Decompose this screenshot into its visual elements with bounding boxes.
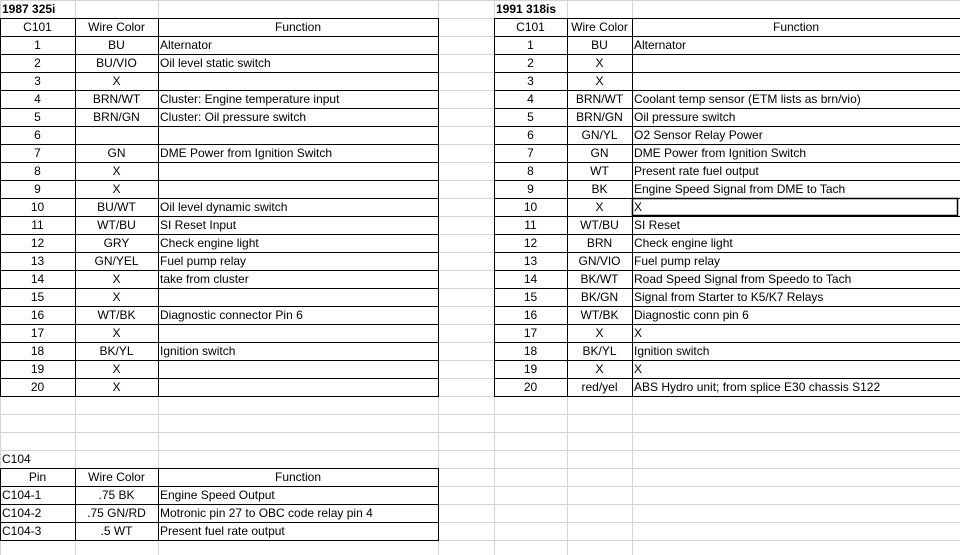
table-cell[interactable]: 11 — [524, 218, 537, 232]
table-cell[interactable]: C104-1 — [2, 488, 42, 502]
table-cell[interactable]: WT — [590, 164, 609, 178]
table-cell[interactable]: 19 — [30, 362, 45, 376]
table-cell[interactable]: BK/WT — [580, 272, 619, 286]
table-cell[interactable] — [632, 72, 960, 90]
table-cell[interactable]: 1 — [34, 38, 41, 52]
table-cell[interactable]: Present fuel rate output — [160, 524, 285, 538]
table-cell[interactable]: DME Power from Ignition Switch — [160, 146, 333, 160]
table-cell[interactable]: 6 — [34, 128, 41, 142]
table-cell[interactable]: 5 — [527, 110, 534, 124]
table-cell[interactable]: X — [634, 200, 643, 214]
table-cell[interactable]: GRY — [103, 236, 130, 250]
table-cell[interactable]: GN/VIO — [578, 254, 621, 268]
table-cell[interactable]: GN/YL — [581, 128, 618, 142]
table-cell[interactable]: X — [112, 272, 121, 286]
table-cell[interactable]: WT/BK — [97, 308, 136, 322]
table-cell[interactable] — [158, 72, 438, 90]
table-cell[interactable]: 16 — [523, 308, 538, 322]
table-cell[interactable]: X — [595, 56, 604, 70]
table-cell[interactable]: Fuel pump relay — [634, 254, 721, 268]
table-cell[interactable]: Alternator — [634, 38, 687, 52]
table-cell[interactable] — [632, 54, 960, 72]
table-cell[interactable]: BU/VIO — [96, 56, 137, 70]
table-cell[interactable]: C104-2 — [2, 506, 42, 520]
table-cell[interactable]: X — [112, 164, 121, 178]
table-cell[interactable]: Diagnostic connector Pin 6 — [160, 308, 303, 322]
column-header[interactable]: Wire Color — [88, 20, 145, 34]
table-cell[interactable]: BU/WT — [97, 200, 136, 214]
table-cell[interactable]: Ignition switch — [160, 344, 236, 358]
column-header[interactable]: Function — [274, 20, 322, 34]
table-cell[interactable]: Motronic pin 27 to OBC code relay pin 4 — [160, 506, 373, 520]
table-cell[interactable]: BRN — [586, 236, 613, 250]
table-cell[interactable]: 3 — [527, 74, 534, 88]
table-cell[interactable]: 4 — [34, 92, 41, 106]
table-cell[interactable]: O2 Sensor Relay Power — [634, 128, 763, 142]
table-cell[interactable]: SI Reset Input — [160, 218, 237, 232]
table-cell[interactable]: Engine Speed Output — [160, 488, 275, 502]
table-cell[interactable]: BRN/WT — [575, 92, 624, 106]
table-cell[interactable]: Engine Speed Signal from DME to Tach — [634, 182, 846, 196]
table-cell[interactable]: red/yel — [581, 380, 618, 394]
table-cell[interactable]: Check engine light — [160, 236, 259, 250]
table-cell[interactable]: 6 — [527, 128, 534, 142]
table-cell[interactable]: 7 — [34, 146, 41, 160]
table-cell[interactable]: GN/YEL — [94, 254, 139, 268]
table-cell[interactable]: ABS Hydro unit; from splice E30 chassis S122 — [634, 380, 881, 394]
column-header[interactable]: Wire Color — [88, 470, 145, 484]
table-cell[interactable]: Cluster: Engine temperature input — [160, 92, 340, 106]
table-cell[interactable] — [158, 126, 438, 144]
table-cell[interactable]: 15 — [523, 290, 538, 304]
table-cell[interactable]: 20 — [30, 380, 45, 394]
column-header[interactable]: C101 — [23, 20, 52, 34]
table-cell[interactable]: Signal from Starter to K5/K7 Relays — [634, 290, 824, 304]
table-cell[interactable] — [158, 360, 438, 378]
table-cell[interactable]: .5 WT — [100, 524, 133, 538]
table-cell[interactable]: 7 — [527, 146, 534, 160]
table-cell[interactable]: BRN/WT — [92, 92, 141, 106]
column-header[interactable]: Pin — [28, 470, 47, 484]
table-cell[interactable]: DME Power from Ignition Switch — [634, 146, 807, 160]
table-cell[interactable]: Oil level dynamic switch — [160, 200, 288, 214]
table-cell[interactable]: 2 — [34, 56, 41, 70]
table-cell[interactable]: 18 — [30, 344, 45, 358]
table-cell[interactable]: Fuel pump relay — [160, 254, 247, 268]
table-cell[interactable]: 1 — [527, 38, 534, 52]
column-header[interactable]: Function — [772, 20, 820, 34]
table-cell[interactable]: X — [634, 326, 643, 340]
table-cell[interactable]: 13 — [30, 254, 45, 268]
table-cell[interactable]: 20 — [523, 380, 538, 394]
table-cell[interactable]: GN — [107, 146, 126, 160]
table-cell[interactable]: 18 — [523, 344, 538, 358]
table-title[interactable]: C104 — [2, 452, 31, 466]
table-cell[interactable]: X — [112, 362, 121, 376]
table-cell[interactable]: take from cluster — [160, 272, 249, 286]
table-cell[interactable]: X — [112, 182, 121, 196]
table-cell[interactable] — [158, 378, 438, 396]
table-cell[interactable] — [158, 288, 438, 306]
table-cell[interactable]: Oil pressure switch — [634, 110, 736, 124]
table-cell[interactable] — [158, 180, 438, 198]
table-cell[interactable]: BK/YL — [582, 344, 617, 358]
table-cell[interactable]: WT/BU — [97, 218, 136, 232]
table-cell[interactable]: 9 — [34, 182, 41, 196]
table-cell[interactable]: Check engine light — [634, 236, 733, 250]
table-cell[interactable]: X — [112, 380, 121, 394]
table-cell[interactable]: X — [112, 74, 121, 88]
table-cell[interactable]: GN — [590, 146, 609, 160]
table-cell[interactable]: X — [595, 326, 604, 340]
table-cell[interactable]: 13 — [523, 254, 538, 268]
table-cell[interactable]: WT/BU — [580, 218, 619, 232]
table-cell[interactable]: X — [595, 200, 604, 214]
table-cell[interactable]: 4 — [527, 92, 534, 106]
column-header[interactable]: Function — [274, 470, 322, 484]
table-cell[interactable]: 11 — [31, 218, 44, 232]
table-cell[interactable]: 8 — [34, 164, 41, 178]
table-cell[interactable]: .75 BK — [98, 488, 135, 502]
table-cell[interactable]: Alternator — [160, 38, 213, 52]
table-cell[interactable]: Ignition switch — [634, 344, 710, 358]
table-cell[interactable]: 8 — [527, 164, 534, 178]
table-cell[interactable]: 12 — [30, 236, 45, 250]
table-cell[interactable]: BU — [108, 38, 125, 52]
table-cell[interactable]: BRN/GN — [576, 110, 623, 124]
table-cell[interactable]: BK/GN — [580, 290, 619, 304]
table-title[interactable]: 1987 325i — [2, 2, 56, 16]
table-cell[interactable]: C104-3 — [2, 524, 42, 538]
table-cell[interactable]: X — [112, 290, 121, 304]
table-cell[interactable]: 14 — [523, 272, 538, 286]
table-cell[interactable]: 3 — [34, 74, 41, 88]
table-cell[interactable] — [75, 126, 158, 144]
table-cell[interactable]: SI Reset — [634, 218, 681, 232]
table-cell[interactable]: 16 — [30, 308, 45, 322]
table-cell[interactable] — [158, 162, 438, 180]
table-cell[interactable]: 2 — [527, 56, 534, 70]
table-cell[interactable]: .75 GN/RD — [87, 506, 146, 520]
table-cell[interactable]: 12 — [523, 236, 538, 250]
table-cell[interactable]: BK — [591, 182, 608, 196]
table-cell[interactable]: X — [112, 326, 121, 340]
table-cell[interactable]: Cluster: Oil pressure switch — [160, 110, 307, 124]
table-cell[interactable] — [158, 324, 438, 342]
table-title[interactable]: 1991 318is — [496, 2, 557, 16]
table-cell[interactable]: BU — [591, 38, 608, 52]
table-cell[interactable]: 19 — [523, 362, 538, 376]
table-cell[interactable]: Oil level static switch — [160, 56, 271, 70]
table-cell[interactable]: 10 — [30, 200, 45, 214]
table-cell[interactable]: X — [595, 362, 604, 376]
table-cell[interactable]: X — [634, 362, 643, 376]
column-header[interactable]: Wire Color — [571, 20, 628, 34]
table-cell[interactable]: Diagnostic conn pin 6 — [634, 308, 749, 322]
table-cell[interactable]: BK/YL — [99, 344, 134, 358]
table-cell[interactable]: 15 — [30, 290, 45, 304]
table-cell[interactable]: 10 — [523, 200, 538, 214]
table-cell[interactable]: WT/BK — [580, 308, 619, 322]
table-cell[interactable]: Road Speed Signal from Speedo to Tach — [634, 272, 852, 286]
table-cell[interactable]: 9 — [527, 182, 534, 196]
table-cell[interactable]: 17 — [30, 326, 45, 340]
table-cell[interactable]: 17 — [523, 326, 538, 340]
table-cell[interactable]: Coolant temp sensor (ETM lists as brn/vio) — [634, 92, 861, 106]
table-cell[interactable]: X — [595, 74, 604, 88]
table-cell[interactable]: 5 — [34, 110, 41, 124]
table-cell[interactable]: Present rate fuel output — [634, 164, 759, 178]
table-cell[interactable]: 14 — [30, 272, 45, 286]
table-cell[interactable]: BRN/GN — [93, 110, 140, 124]
column-header[interactable]: C101 — [516, 20, 545, 34]
